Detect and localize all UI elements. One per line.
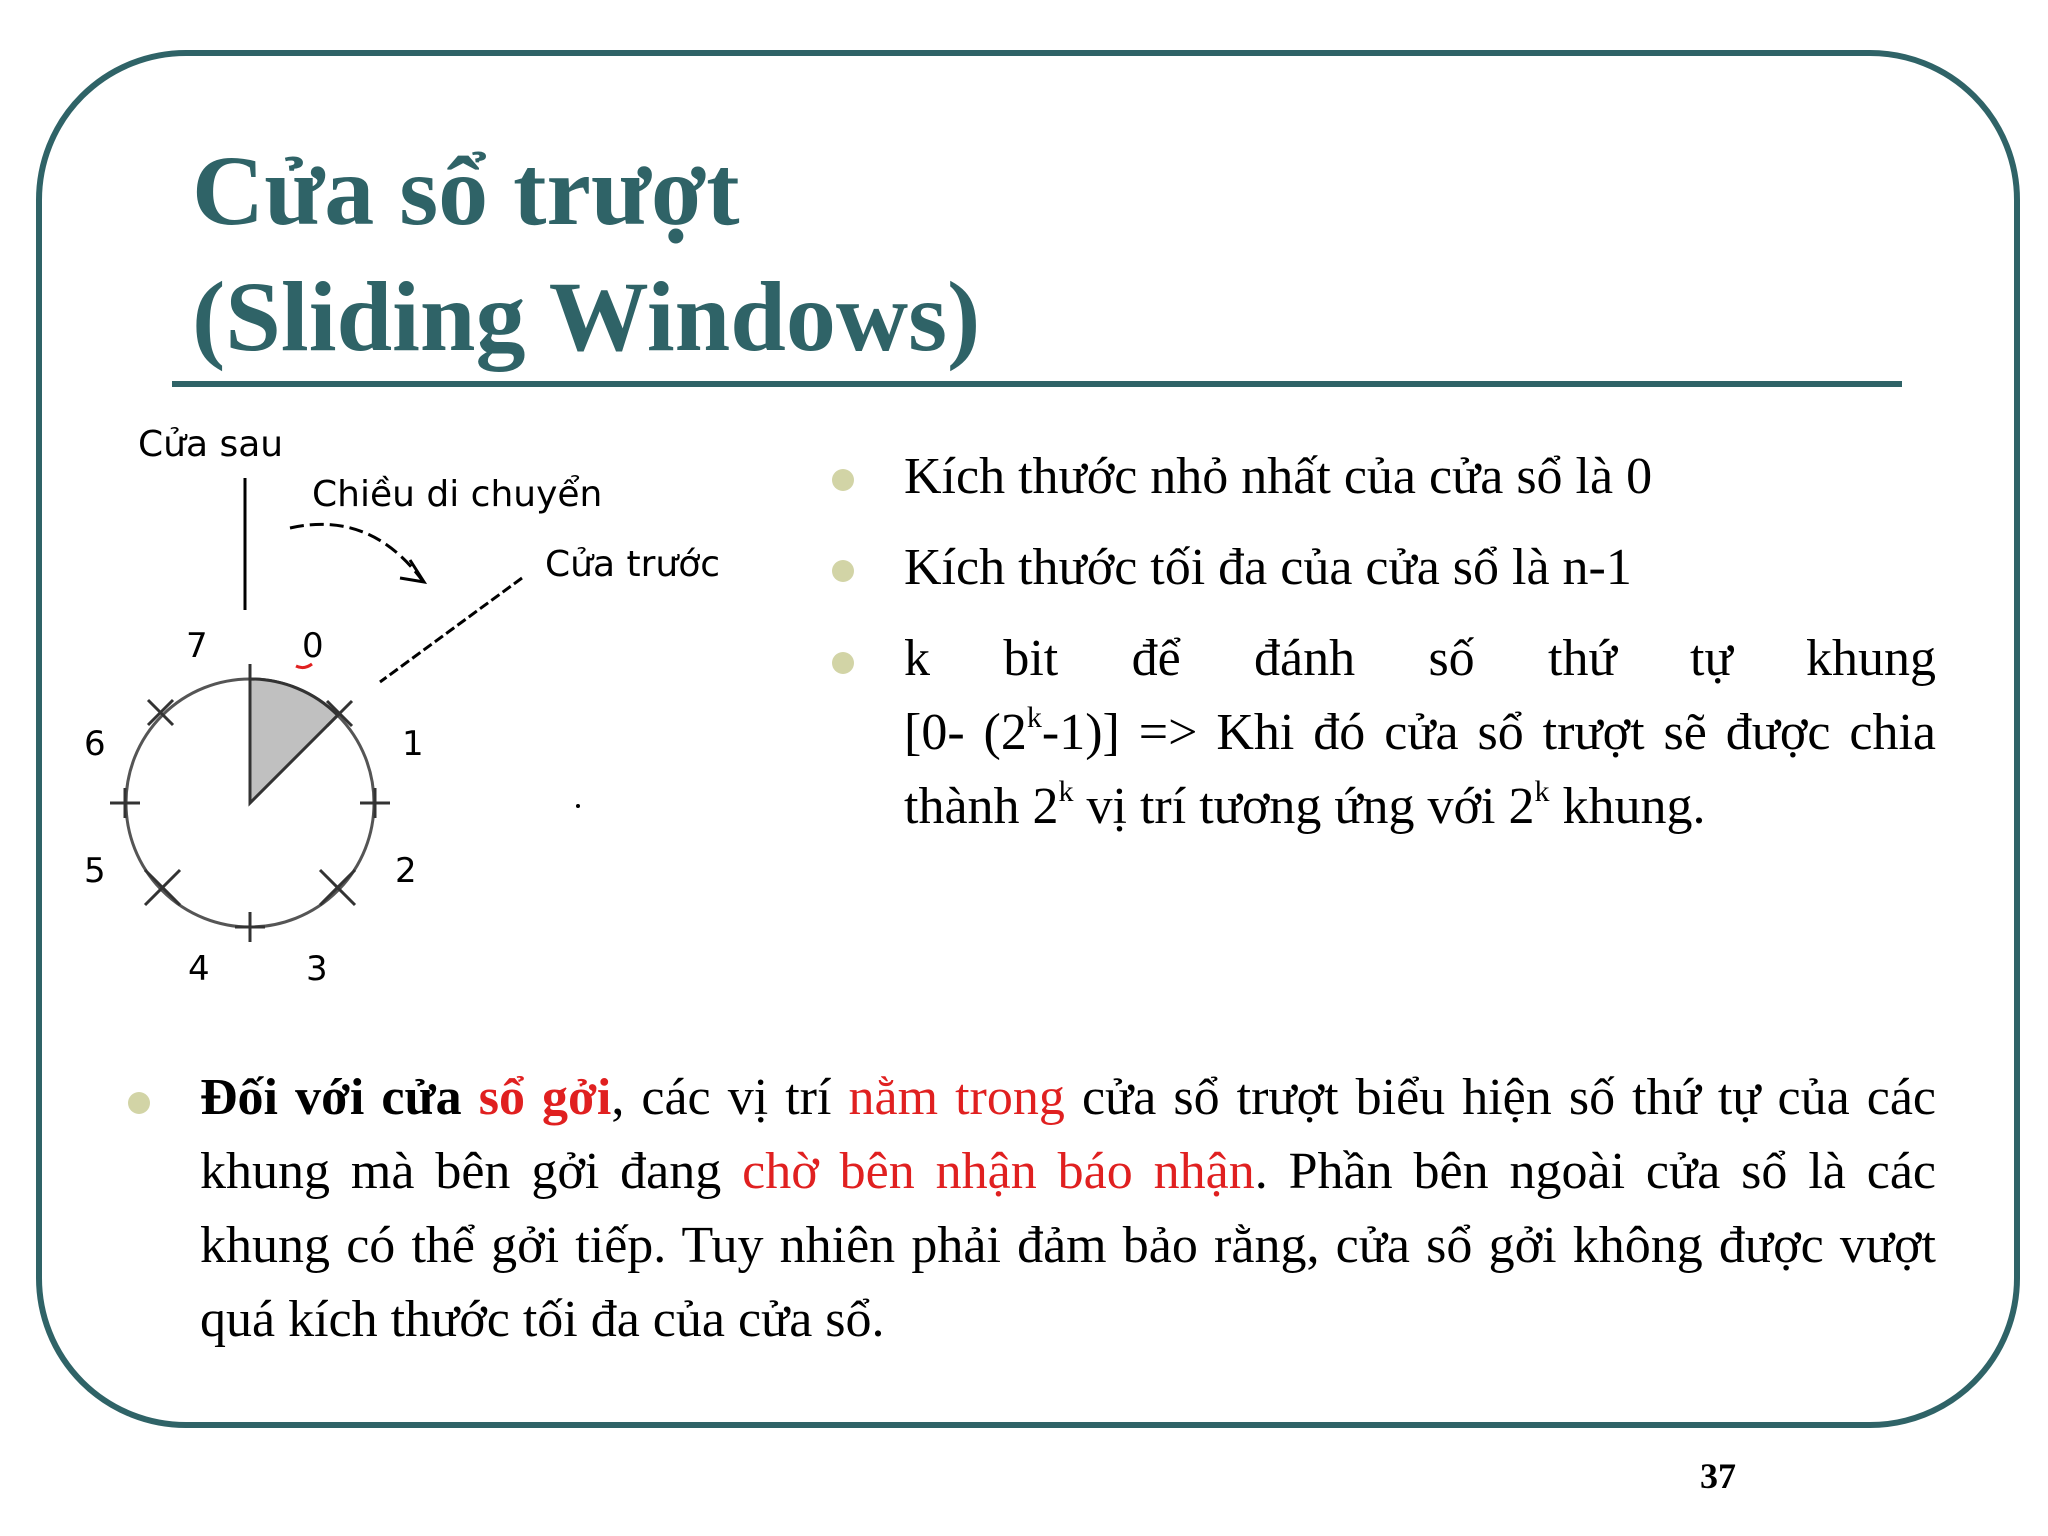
direction-arrow <box>290 524 422 580</box>
title-line-1: Cửa sổ trượt <box>192 135 740 246</box>
position-label-2: 2 <box>395 851 417 891</box>
stray-dot <box>576 804 580 808</box>
k-bits-sup-b: k <box>1058 775 1074 808</box>
position-label-1: 1 <box>402 724 424 764</box>
sending-window-text-a: , các vị trí <box>611 1069 849 1126</box>
slide-title <box>192 128 980 380</box>
bullet-dot <box>832 469 854 491</box>
sending-window-term: sổ gởi <box>478 1069 612 1126</box>
sliding-window-sector <box>250 679 338 803</box>
bullet-k-bits <box>904 622 1936 844</box>
position-label-6: 6 <box>84 724 106 764</box>
sending-window-bold-lead: Đối với cửa <box>200 1069 479 1126</box>
sending-window-text-b: cửa sổ trượt biểu hiện số thứ tự của các khung mà bên gởi đang <box>200 1069 1937 1200</box>
title-line-2: (Sliding Windows) <box>192 261 981 372</box>
label-front-window: Cửa trước <box>545 544 721 585</box>
position-label-4: 4 <box>188 949 210 989</box>
k-bits-line-1: k bit để đánh số thứ tự khung <box>904 630 1936 687</box>
k-bits-part-a: [0- (2 <box>904 704 1027 761</box>
sending-window-highlight-inside: nằm trong <box>848 1069 1065 1126</box>
label-rear-window: Cửa sau <box>138 424 284 465</box>
title-underline <box>172 381 1902 387</box>
page-number: 37 <box>1700 1456 1736 1496</box>
k-bits-part-b: -1)] => Khi đó cửa sổ trượt sẽ được chia thành 2 <box>904 704 1937 835</box>
k-bits-part-c: vị trí tương ứng với 2 <box>1073 778 1535 835</box>
k-bits-body <box>904 696 1936 844</box>
sliding-window-diagram <box>70 420 750 1000</box>
front-window-pointer <box>380 578 522 682</box>
bullet-dot <box>832 560 854 582</box>
k-bits-part-d: khung. <box>1549 778 1706 835</box>
bullet-dot <box>128 1092 150 1114</box>
sending-window-highlight-waiting: chờ bên nhận báo nhận <box>742 1143 1255 1200</box>
label-direction: Chiều di chuyển <box>312 474 603 515</box>
k-bits-sup-a: k <box>1026 701 1042 734</box>
k-bits-sup-c: k <box>1534 775 1550 808</box>
sending-window-text-c: . Phần bên ngoài cửa sổ là các khung có thể gởi tiếp. Tuy nhiên phải đảm bảo rằng, cửa sổ gởi không được vượt quá kích thước tối đa của cửa sổ. <box>200 1143 1936 1348</box>
position-label-5: 5 <box>84 851 106 891</box>
bullet-sending-window <box>200 1061 1936 1357</box>
bullet-max-size: Kích thước tối đa của cửa sổ là n-1 <box>904 539 1632 596</box>
bullet-min-size: Kích thước nhỏ nhất của cửa sổ là 0 <box>904 448 1653 505</box>
direction-arrowhead-icon <box>400 560 424 582</box>
position-label-0: 0 <box>302 626 324 666</box>
bullet-dot <box>832 652 854 674</box>
position-label-3: 3 <box>306 949 328 989</box>
position-label-7: 7 <box>186 626 208 666</box>
